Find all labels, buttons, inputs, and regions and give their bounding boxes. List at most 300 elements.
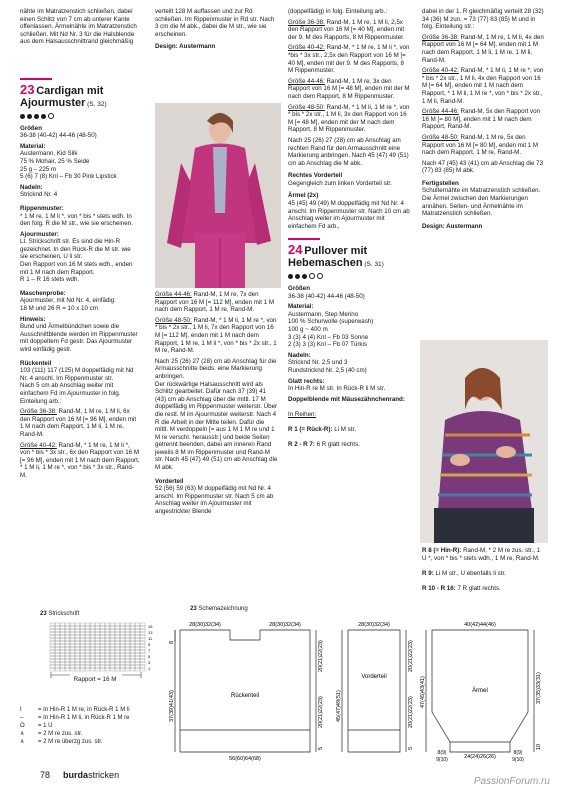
chart-cell <box>105 656 110 659</box>
legend-symbol: I <box>20 707 22 713</box>
chart-cell <box>110 659 115 662</box>
chart-cell <box>80 629 85 632</box>
chart-cell <box>70 623 75 626</box>
back-text: 103 (111) 117 (125) M doppelfädig mit Nd Nr. 4 anschl. Im Rippenmuster str. Nach 5 cm ab Anschlag weiter mit einfachem Fd im Ajourmuster in folg. Einteilung arb.: <box>20 367 134 405</box>
chart-cell <box>95 629 100 632</box>
chart-cell <box>80 623 85 626</box>
chart-cell <box>55 644 60 647</box>
chart-cell <box>85 635 90 638</box>
row-text: 6 R glatt rechts. <box>316 441 360 449</box>
chart-cell <box>50 656 55 659</box>
column-2-lower <box>155 291 278 519</box>
chart-cell <box>75 626 80 629</box>
chart-cell <box>100 635 105 638</box>
chart-cell <box>105 632 110 635</box>
chart-cell <box>120 632 125 635</box>
finishing-text: Schulternähte im Matratzenstich schließen. Die Ärmel zwischen den Markierungen annähen. Seiten- und Ärmelnähte im Matratzenstich schließen. <box>422 187 541 218</box>
chart-cell <box>135 650 140 653</box>
chart-cell <box>115 626 120 629</box>
finishing-heading: Fertigstellen <box>422 179 459 187</box>
chart-cell <box>95 659 100 662</box>
chart-cell <box>110 665 115 668</box>
front-piece <box>342 630 406 752</box>
back-left-top-measure: 8 <box>169 640 175 644</box>
chart-cell <box>55 659 60 662</box>
chart-cell <box>55 662 60 665</box>
chart-cell <box>120 668 125 671</box>
difficulty-dot-empty-icon <box>317 273 323 279</box>
chart-cell <box>80 665 85 668</box>
chart-cell <box>105 638 110 641</box>
size-text: Rand-M, * 1 M li, 1 M re *, von * bis * 2x str., 1 M li, 3x den Rapport von 16 M [= 48 M], enden mit der M nach dem Rapport, 8 M Rippenmuster. <box>288 103 410 134</box>
chart-cell <box>140 659 145 662</box>
chart-cell <box>120 629 125 632</box>
row-label: R 1 (= Rück-R): <box>288 426 333 434</box>
chart-cell <box>90 644 95 647</box>
chart-cell <box>75 650 80 653</box>
chart-cell <box>80 635 85 638</box>
chart-cell <box>135 644 140 647</box>
chart-cell <box>130 644 135 647</box>
chart-cell <box>100 647 105 650</box>
chart-cell <box>90 623 95 626</box>
chart-cell <box>130 629 135 632</box>
chart-cell <box>140 668 145 671</box>
back-left-measure: 37(39)41(43) <box>169 690 175 722</box>
chart-cell <box>70 665 75 668</box>
chart-cell <box>120 638 125 641</box>
column-1 <box>20 8 140 483</box>
chart-cell <box>70 626 75 629</box>
chart-cell <box>85 644 90 647</box>
chart-cell <box>110 641 115 644</box>
chart-cell <box>50 641 55 644</box>
chart-cell <box>115 659 120 662</box>
chart-cell <box>135 668 140 671</box>
sleeve-right-small-measure: 10 <box>536 743 542 750</box>
chart-cell <box>85 650 90 653</box>
chart-cell <box>85 668 90 671</box>
material-heading: Material: <box>20 142 46 150</box>
chart-cell <box>115 668 120 671</box>
legend-item <box>20 706 160 714</box>
chart-cell <box>100 632 105 635</box>
chart-cell <box>125 665 130 668</box>
chart-cell <box>115 641 120 644</box>
chart-cell <box>125 668 130 671</box>
page-reference: (S. 32) <box>87 100 107 108</box>
chart-cell <box>65 662 70 665</box>
chart-row-number: 13 <box>148 630 153 635</box>
back-bottom-measure: 56(60)64(68) <box>229 756 261 762</box>
cardigan-photo-image <box>155 103 281 288</box>
rapport-bracket <box>50 672 142 680</box>
chart-title-text: Strickschrift <box>48 611 80 617</box>
chart-cell <box>120 644 125 647</box>
sleeve-bottom-right-measure-2: 9(10) <box>512 757 524 763</box>
size-text: Rand-M, 5x den Rapport von 16 M [= 80 M], enden mit 1 M nach dem Rapport, Rand-M. <box>422 108 540 131</box>
chart-cell <box>80 626 85 629</box>
chart-cell <box>80 647 85 650</box>
size-text: Rand-M, * 1 M li, 1 M re *, von * bis * 2x str., 1 M li, 4x den Rapport von 16 M [= 64 M], enden mit 1 M nach dem Rapport, * 1 M li, 1 M re *, von * bis * 2x str., 1 M li, Rand-M. <box>422 67 544 105</box>
chart-cell <box>110 632 115 635</box>
chart-cell <box>65 653 70 656</box>
chart-cell <box>65 641 70 644</box>
chart-cell <box>50 638 55 641</box>
chart-cell <box>85 638 90 641</box>
chart-cell <box>140 623 145 626</box>
chart-cell <box>60 662 65 665</box>
chart-cell <box>120 653 125 656</box>
plain-heading: Glatt rechts: <box>288 377 325 385</box>
size-text: Rand-M, 1 M re, 7x den Rapport von 16 M [= 112 M], enden mit 1 M nach dem Rapport, 1 M re, Rand-M. <box>155 291 275 314</box>
chart-cell <box>115 653 120 656</box>
chart-cell <box>95 626 100 629</box>
chart-cell <box>80 650 85 653</box>
accent-bar <box>20 78 52 80</box>
chart-cell <box>60 668 65 671</box>
chart-cell <box>95 647 100 650</box>
chart-cell <box>140 662 145 665</box>
chart-cell <box>60 656 65 659</box>
chart-cell <box>55 626 60 629</box>
sleeve-piece-label: Ärmel <box>472 688 488 694</box>
chart-cell <box>135 653 140 656</box>
chart-cell <box>90 647 95 650</box>
sleeve-left-measure: 47(45)43(41) <box>420 676 426 708</box>
back-right-small-measure: 5 <box>318 746 324 750</box>
chart-cell <box>75 665 80 668</box>
chart-cell <box>110 662 115 665</box>
chart-cell <box>70 638 75 641</box>
front-top-measure: 28(30)32(34) <box>358 622 390 628</box>
chart-cell <box>50 650 55 653</box>
row-text: 7 R glatt rechts. <box>457 584 501 592</box>
gauge-text: Ajourmuster, mit Nd Nr. 4, einfädig: 18 M und 26 R = 10 x 10 cm <box>20 297 116 313</box>
chart-cell <box>140 653 145 656</box>
chart-cell <box>65 647 70 650</box>
cardigan-photo <box>155 103 281 288</box>
chart-cell <box>85 653 90 656</box>
chart-cell <box>125 650 130 653</box>
chart-cell <box>105 650 110 653</box>
col2-top-text: verteilt 128 M auffassen und zur Rd schließen. Im Rippenmuster in Rd str. Nach 3 cm die M abk., dabei die M str., wie sie erscheinen. <box>155 8 275 38</box>
size-label: Größe 40-42: <box>20 441 57 449</box>
chart-cell <box>70 659 75 662</box>
chart-cell <box>95 650 100 653</box>
chart-title <box>40 611 79 617</box>
chart-cell <box>115 623 120 626</box>
chart-cell <box>100 656 105 659</box>
chart-cell <box>50 623 55 626</box>
chart-cell <box>70 647 75 650</box>
needles-text: Stricknd Nr. 4 <box>20 191 58 199</box>
rib-heading: Rippenmuster: <box>20 204 64 212</box>
chart-cell <box>130 623 135 626</box>
chart-cell <box>80 659 85 662</box>
difficulty-rating <box>20 113 140 122</box>
chart-cell <box>55 632 60 635</box>
chart-cell <box>130 656 135 659</box>
chart-cell <box>110 623 115 626</box>
size-label: Größe 36-38: <box>422 33 459 41</box>
chart-cell <box>100 659 105 662</box>
chart-cell <box>50 632 55 635</box>
chart-cell <box>110 668 115 671</box>
sizes-heading: Größen <box>288 285 311 293</box>
column-3 <box>288 8 410 452</box>
watermark: PassionForum.ru <box>473 776 550 787</box>
front-continued-text: Nach 25 (26) 27 (28) cm ab Anschlag am rechten Rand für den Armausschnitt eine Markierung anbringen. Nach 45 (47) 49 (51) cm ab Anschlag die M abk. <box>288 136 409 167</box>
chart-cell <box>85 626 90 629</box>
chart-cell <box>75 656 80 659</box>
difficulty-dot-icon <box>302 274 307 279</box>
chart-cell <box>50 653 55 656</box>
chart-cell <box>105 641 110 644</box>
sizes-text: 36-38 (40-42) 44-46 (48-50) <box>288 292 365 300</box>
chart-cell <box>95 668 100 671</box>
chart-cell <box>65 665 70 668</box>
chart-cell <box>115 665 120 668</box>
chart-cell <box>50 662 55 665</box>
chart-cell <box>130 662 135 665</box>
material-heading: Material: <box>288 303 314 311</box>
chart-cell <box>130 635 135 638</box>
chart-cell <box>50 635 55 638</box>
chart-cell <box>100 668 105 671</box>
chart-cell <box>105 662 110 665</box>
chart-cell <box>135 623 140 626</box>
chart-row-number: 11 <box>148 636 153 641</box>
chart-cell <box>90 641 95 644</box>
chart-cell <box>75 644 80 647</box>
chart-cell <box>75 641 80 644</box>
front-right-top-measure: 20(21)22(23) <box>408 640 414 672</box>
chart-cell <box>60 653 65 656</box>
back-continued-text: Nach 25 (26) 27 (28) cm ab Anschlag für die Armausschnitte beids. eine Markierung anbringen. Der rückwärtige Halsausschnitt wird als Schlitz gearbeitet. Dafür nach 37 (39) 41 (43) cm ab Anschlag über die mittl. 17 M doppelfädig im Rippenmuster weiterstr. Über die restl. M im Ajourmuster weiterstr. Nach 4 R die Arbeit in der Mitte teilen. Dafür die mittl. M verdoppeln [= aus 1 M 1 M re und 1 M re verschr. herausstr.] und beide Seiten getrennt beenden, dabei am inneren Rand jeweils 8 M im Rippenmuster und Rand-M str. Nach 45 (47) 49 (51) cm ab Anschlag die M abk. <box>155 357 278 472</box>
chart-cell <box>65 635 70 638</box>
chart-cell <box>120 635 125 638</box>
chart-cell <box>105 623 110 626</box>
legend-item <box>20 714 160 722</box>
chart-cell <box>100 653 105 656</box>
difficulty-dot-empty-icon <box>48 113 54 119</box>
chart-cell <box>140 632 145 635</box>
chart-cell <box>125 638 130 641</box>
chart-cell <box>95 656 100 659</box>
chart-cell <box>125 653 130 656</box>
chart-cell <box>50 668 55 671</box>
chart-cell <box>90 632 95 635</box>
chart-cell <box>130 650 135 653</box>
chart-cell <box>125 659 130 662</box>
chart-cell <box>100 644 105 647</box>
chart-cell <box>120 626 125 629</box>
size-text: Rand-M, * 1 M li, 1 M re *, von * bis * 2x str., 1 M li, 7x den Rapport von 16 M [= 112 M], enden mit 1 M nach dem Rapport, 1 M re, 1 M li *, von * bis * 2x str., 1 M re, Rand-M. <box>155 316 277 355</box>
chart-cell <box>115 629 120 632</box>
brand-rest: stricken <box>88 770 120 780</box>
size-label: Größe 40-42: <box>422 67 459 75</box>
chart-cell <box>125 644 130 647</box>
back-heading: Rückenteil <box>20 359 52 367</box>
legend-text: = 1 U <box>38 723 53 729</box>
chart-cell <box>60 626 65 629</box>
difficulty-dot-icon <box>20 114 25 119</box>
chart-cell <box>110 626 115 629</box>
front-heading: Vorderteil <box>155 477 184 485</box>
chart-cell <box>105 665 110 668</box>
chart-cell <box>95 638 100 641</box>
chart-cell <box>125 626 130 629</box>
chart-cell <box>85 662 90 665</box>
ajour-heading: Ajourmuster: <box>20 230 59 238</box>
needles-heading: Nadeln: <box>288 351 311 359</box>
chart-cell <box>95 632 100 635</box>
chart-cell <box>130 638 135 641</box>
pattern-24-heading <box>288 238 410 269</box>
ajour-text: Lt. Strickschrift str. Es sind die Hin-R gezeichnet. In den Rück-R die M str. wie sie erscheinen, U li str. Den Rapport von 16 M stets wdh., enden mit 1 M nach dem Rapport. R 1 – R 16 stets wdh. <box>20 238 133 284</box>
chart-cell <box>135 665 140 668</box>
chart-cell <box>115 656 120 659</box>
chart-cell <box>120 656 125 659</box>
plain-text: In Hin-R re M str. In Rück-R li M str. <box>288 385 386 393</box>
chart-cell <box>130 626 135 629</box>
back-top-left-measure: 28(30)32(34) <box>189 622 221 628</box>
chart-cell <box>115 638 120 641</box>
chart-cell <box>140 647 145 650</box>
chart-cell <box>55 629 60 632</box>
col3-intro: (doppelfädig) in folg. Einteilung arb.: <box>288 8 388 15</box>
chart-cell <box>95 641 100 644</box>
chart-cell <box>100 623 105 626</box>
size-label: Größe 44-46: <box>422 108 459 116</box>
chart-cell <box>70 656 75 659</box>
legend-symbol: ∧ <box>20 739 25 745</box>
chart-cell <box>105 647 110 650</box>
gauge-heading: Maschenprobe: <box>20 289 66 297</box>
row-text: Li M str., U ebenfalls li str. <box>435 569 506 577</box>
chart-cell <box>100 665 105 668</box>
sleeve-bottom-measure: 24(24)26(26) <box>464 754 496 760</box>
chart-cell <box>55 656 60 659</box>
back-top-right-measure: 28(30)32(34) <box>269 622 301 628</box>
chart-cell <box>120 623 125 626</box>
chart-cell <box>50 647 55 650</box>
chart-cell <box>100 629 105 632</box>
chart-cell <box>90 653 95 656</box>
row-text: Li M str. <box>334 426 356 434</box>
chart-cell <box>125 635 130 638</box>
pullover-photo-image <box>420 340 548 543</box>
chart-cell <box>140 644 145 647</box>
difficulty-dot-icon <box>41 114 46 119</box>
chart-cell <box>75 653 80 656</box>
chart-cell <box>110 647 115 650</box>
front-piece-label: Vorderteil <box>361 674 387 680</box>
chart-cell <box>120 659 125 662</box>
chart-cell <box>60 647 65 650</box>
legend-item <box>20 738 160 746</box>
chart-cell <box>120 662 125 665</box>
size-label: Größe 44-46: <box>155 291 192 298</box>
chart-cell <box>140 641 145 644</box>
size-label: Größe 48-50: <box>422 133 459 141</box>
chart-cell <box>65 623 70 626</box>
chart-cell <box>65 632 70 635</box>
chart-cell <box>50 626 55 629</box>
column-4 <box>422 8 546 233</box>
pattern-number: 23 <box>20 81 35 97</box>
rapport-text: Rapport = 16 M <box>73 676 117 683</box>
size-text: Rand-M, 1 M re, 1 M li, 4x den Rapport von 16 M [= 64 M], enden mit 1 M nach dem Rapport, 1 M li, 1 M re, 1 M li, Rand-M. <box>422 33 544 64</box>
chart-cell <box>75 668 80 671</box>
size-text: Rand-M, 1 M re, 1 M li, 2,5x den Rapport von 16 M [= 40 M], enden mit der 9. M des Rapports, 8 M Rippenmuster. <box>288 18 405 41</box>
chart-cell <box>85 641 90 644</box>
chart-cell <box>100 641 105 644</box>
chart-cell <box>140 650 145 653</box>
double-border-heading: Doppelblende mit Mäusezähnchenrand: <box>288 395 405 403</box>
chart-cell <box>90 662 95 665</box>
knitting-chart <box>40 622 165 672</box>
chart-cell <box>135 662 140 665</box>
chart-cell <box>80 662 85 665</box>
size-label: Größe 48-50: <box>155 316 192 324</box>
chart-cell <box>55 650 60 653</box>
chart-cell <box>110 635 115 638</box>
chart-cell <box>110 638 115 641</box>
legend-item <box>20 722 160 730</box>
chart-cell <box>85 647 90 650</box>
material-text: Austermann, Kid Silk 75 % Mohair, 25 % Seide 25 g – 225 m 5 (6) 7 (8) Knl – Fb 30 Pink Lipstick <box>20 150 117 181</box>
chart-row-number: 9 <box>148 642 151 647</box>
front-text: 52 (56) 59 (63) M doppelfädig mit Nd Nr. 4 anschl. Im Rippenmuster str. Nach 5 cm ab Anschlag weiter im Ajourmuster mit angestrickter Blende <box>155 485 274 516</box>
chart-cell <box>90 626 95 629</box>
chart-cell <box>105 644 110 647</box>
chart-cell <box>100 662 105 665</box>
chart-cell <box>135 659 140 662</box>
chart-cell <box>85 659 90 662</box>
chart-cell <box>55 665 60 668</box>
size-label: Größe 48-50: <box>288 103 325 111</box>
chart-cell <box>50 665 55 668</box>
chart-cell <box>95 623 100 626</box>
legend-text: = In Hin-R 1 M re, in Rück-R 1 M li <box>38 707 130 713</box>
chart-cell <box>80 644 85 647</box>
difficulty-dot-empty-icon <box>309 273 315 279</box>
design-credit: Design: Austermann <box>155 43 216 51</box>
chart-cell <box>85 665 90 668</box>
sleeve-bottom-right-measure-1: 8(9) <box>513 750 523 756</box>
chart-cell <box>125 662 130 665</box>
chart-cell <box>95 653 100 656</box>
chart-cell <box>70 632 75 635</box>
chart-cell <box>130 665 135 668</box>
chart-cell <box>120 665 125 668</box>
chart-cell <box>130 641 135 644</box>
col4-intro: dabei in der 1. R gleichmäßig verteilt 28 (32) 34 (36) M zun. = 73 (77) 83 (85) M und in folg. Einteilung str.: <box>422 8 544 31</box>
chart-cell <box>60 632 65 635</box>
chart-cell <box>75 659 80 662</box>
chart-cell <box>90 665 95 668</box>
chart-cell <box>95 662 100 665</box>
chart-cell <box>70 644 75 647</box>
chart-cell <box>75 623 80 626</box>
chart-cell <box>70 635 75 638</box>
chart-cell <box>140 656 145 659</box>
size-label: Größe 40-42: <box>288 44 325 52</box>
legend-text: = 2 M re zus. str. <box>38 731 83 737</box>
chart-cell <box>65 668 70 671</box>
